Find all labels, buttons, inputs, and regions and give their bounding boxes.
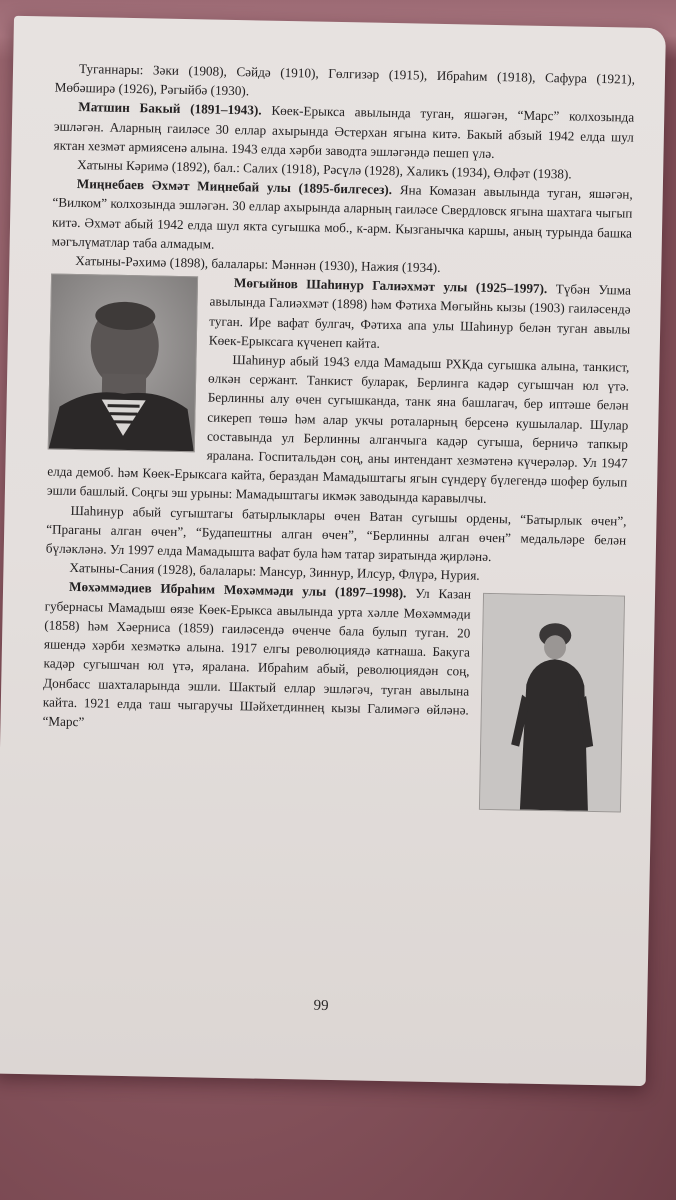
entry-text: Түбән Ушма авылында Галиәхмәт (1898) һәм Фәтиха Мөгыйнь кызы (1903) гаиләсендә туган. Ире вафат булгач, Фәтиха апа улы Шаһинур белән туган авылы Көек-Ерыксага күченеп кайта. bbox=[208, 281, 632, 351]
book-page bbox=[0, 16, 666, 1086]
entry-title: Мөгыйнов Шаһинур Галиәхмәт улы (1925–1997). bbox=[233, 275, 548, 297]
page-number: 99 bbox=[313, 997, 329, 1014]
entry-title: Миңнебаев Әхмәт Миңнебай улы (1895-билгесез). bbox=[76, 176, 393, 198]
entry-minnebaev bbox=[52, 174, 633, 262]
portrait-photo bbox=[48, 274, 198, 453]
biography-paragraph: Шаһинур абый 1943 елда Мамадыш РХКда сугышка алына, танкист, өлкән сержант. Танкист буларак, Берлинга кадәр сугышчан юл үтә. Берлинны алу өчен сугышканда, танк яна башлагач, бер иптәше белән сикереп төшә һәм алар укчы роталарның берсенә кушылалар. Шулар составында ул Берлинны алганчыга кадәр сугыша, берничә тапкыр яралана. Госпитальдән соң, аны интендант хезмәтенә күчерәләр. Ул 1947 елда демоб. һәм Көек-Ерыксага кайта, бераздан Мамадыштагы ягын сүндерү бүлегендә шофер булып эшли башлый. Соңгы эш урыны: Мамадыштагы икмәк заводында каравылчы. bbox=[46, 352, 630, 507]
entry-text: Көек-Ерыкса авылында туган, яшәгән, “Марс” колхозында эшләгән. Аларның гаиләсе 30 еллар ахырында Әстерхан ягына китә. Бакый абзый 1942 елда шул яктан хезмәт армиясенә алына. 1943 елда хәрби заводта эшләгәндә пешеп үлә. bbox=[53, 102, 635, 161]
page-content bbox=[41, 59, 635, 815]
standing-person-photo bbox=[479, 593, 625, 813]
family-paragraph: Хатыны-Сания (1928), балалары: Мансур, Зиннур, Илсур, Флүрә, Нурия. bbox=[69, 560, 480, 584]
family-paragraph: Хатыны-Рәхимә (1898), балалары: Мәннән (1930), Нажия (1934). bbox=[75, 252, 441, 276]
entry-text: Яна Комазан авылында туган, яшәгән, “Вилком” колхозында эшләгән. 30 еллар ахырында аларның гаиләсе Свердловск ягына шахтага чыгып китә. Әхмәт абый 1942 елда шул якта сугышка моб., к-арм. Кызганычка каршы, аның турында башка мәгълүматлар таба алмадым. bbox=[51, 182, 633, 252]
entry-text: Ул Казан губернасы Мамадыш өязе Көек-Ерыкса авылында урта хәлле Мөхәммәди (1858) һәм Хәерниса (1859) гаиләсендә өченче бала булып туган. 20 яшендә хәрби хезмәткә алына. 1917 елгы революциядә катнаша. Бакуга кадәр сугышчан юл үтә, яралана. Ибраһим абый, революциядән соң, Донбасс шахталарында эшли. Шактый еллар эшләгәч, туган авылына кайта. 1921 елда таш чыгаручы Шәйхетдиннең кызы Галимәгә өйләнә. “Марс” bbox=[42, 585, 472, 730]
entry-title: Матшин Бакый (1891–1943). bbox=[78, 99, 262, 118]
relatives-paragraph: Туганнары: Зәки (1908), Сәйдә (1910), Гөлгизәр (1915), Ибраһим (1918), Сафура (1921), Мөбәширә (1926), Рәгыйбә (1930). bbox=[54, 61, 636, 99]
entry-title: Мөхәммәдиев Ибраһим Мөхәммәди улы (1897–1998). bbox=[68, 579, 407, 601]
awards-paragraph: Шаһинур абый сугыштагы батырлыклары өчен Ватан сугышы ордены, “Батырлык өчен”, “Праганы алган өчен”, “Будапештны алган өчен”, “Берлинны алган өчен” медальләре белән бүләкләнә. Ул 1997 елда Мамадышта вафат була һәм татар зиратында җирләнә. bbox=[45, 502, 627, 565]
family-paragraph: Хатыны Кәримә (1892), бал.: Салих (1918), Рәсүлә (1928), Халикъ (1934), Өлфәт (1938). bbox=[77, 156, 572, 182]
